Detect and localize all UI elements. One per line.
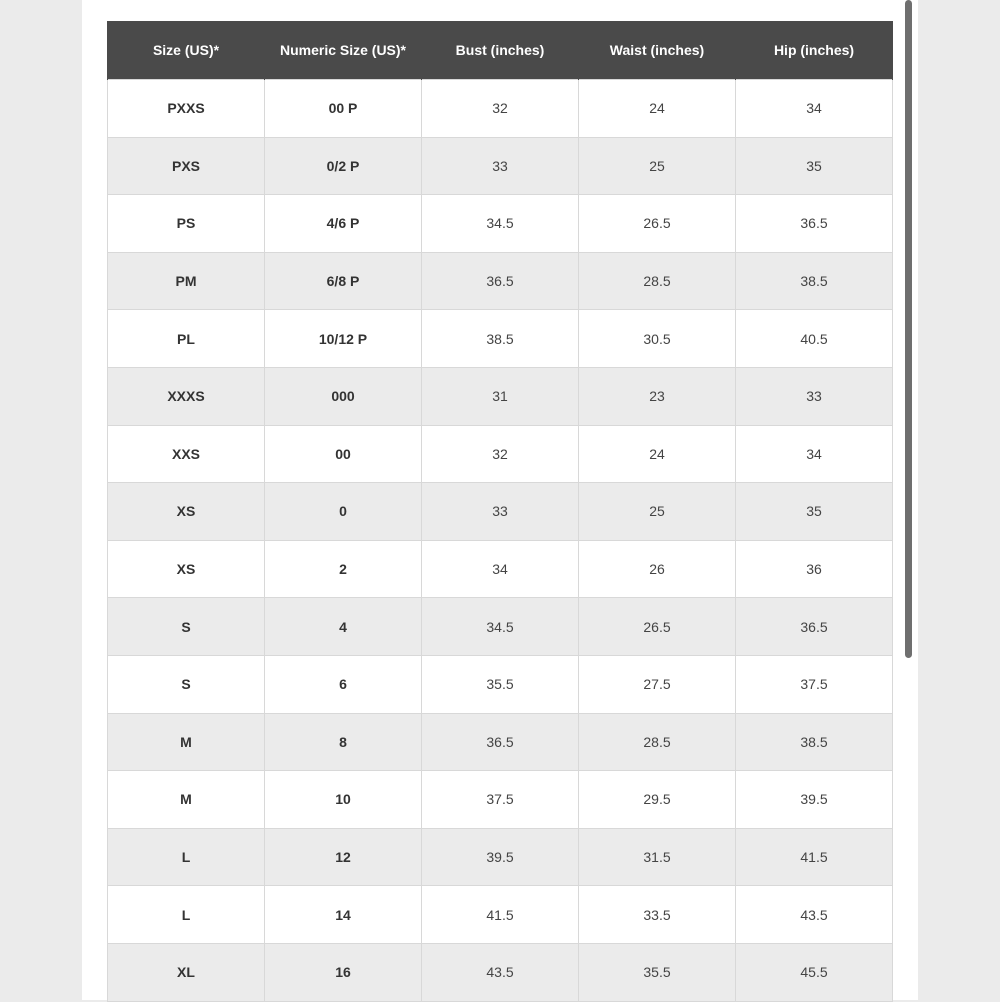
table-body (108, 80, 893, 1002)
hip-cell: 38.5 (736, 713, 893, 771)
bust-cell: 35.5 (422, 655, 579, 713)
size-cell: PXXS (108, 80, 265, 138)
bust-cell: 33 (422, 483, 579, 541)
bust-cell: 38.5 (422, 310, 579, 368)
table-row (108, 367, 893, 425)
hip-cell: 36.5 (736, 195, 893, 253)
bust-cell: 37.5 (422, 771, 579, 829)
waist-cell: 25 (579, 137, 736, 195)
hip-cell: 33 (736, 367, 893, 425)
bust-cell: 36.5 (422, 713, 579, 771)
hip-cell: 34 (736, 80, 893, 138)
bust-cell: 39.5 (422, 828, 579, 886)
numeric-size-cell: 0/2 P (265, 137, 422, 195)
size-cell: PS (108, 195, 265, 253)
size-cell: M (108, 713, 265, 771)
waist-cell: 33.5 (579, 886, 736, 944)
size-cell: S (108, 598, 265, 656)
size-cell: XS (108, 483, 265, 541)
bust-cell: 43.5 (422, 943, 579, 1001)
hip-cell: 39.5 (736, 771, 893, 829)
hip-cell: 37.5 (736, 655, 893, 713)
size-cell: PM (108, 252, 265, 310)
table-row (108, 540, 893, 598)
table-row (108, 425, 893, 483)
table-row (108, 195, 893, 253)
header-hip: Hip (inches) (736, 21, 893, 80)
hip-cell: 43.5 (736, 886, 893, 944)
size-cell: M (108, 771, 265, 829)
numeric-size-cell: 10 (265, 771, 422, 829)
table-row (108, 483, 893, 541)
numeric-size-cell: 8 (265, 713, 422, 771)
size-cell: XL (108, 943, 265, 1001)
table-row (108, 943, 893, 1001)
numeric-size-cell: 2 (265, 540, 422, 598)
waist-cell: 24 (579, 425, 736, 483)
size-cell: PL (108, 310, 265, 368)
waist-cell: 30.5 (579, 310, 736, 368)
numeric-size-cell: 6/8 P (265, 252, 422, 310)
table-row (108, 828, 893, 886)
table-row (108, 252, 893, 310)
header-waist: Waist (inches) (579, 21, 736, 80)
size-cell: XS (108, 540, 265, 598)
hip-cell: 35 (736, 483, 893, 541)
scrollbar-thumb[interactable] (905, 0, 912, 658)
bust-cell: 33 (422, 137, 579, 195)
hip-cell: 40.5 (736, 310, 893, 368)
table-row (108, 80, 893, 138)
size-cell: L (108, 886, 265, 944)
waist-cell: 26.5 (579, 195, 736, 253)
waist-cell: 25 (579, 483, 736, 541)
waist-cell: 28.5 (579, 252, 736, 310)
table-row (108, 655, 893, 713)
size-cell: S (108, 655, 265, 713)
numeric-size-cell: 10/12 P (265, 310, 422, 368)
numeric-size-cell: 000 (265, 367, 422, 425)
hip-cell: 36 (736, 540, 893, 598)
hip-cell: 45.5 (736, 943, 893, 1001)
numeric-size-cell: 14 (265, 886, 422, 944)
bust-cell: 36.5 (422, 252, 579, 310)
header-bust: Bust (inches) (422, 21, 579, 80)
header-size-us: Size (US)* (108, 21, 265, 80)
numeric-size-cell: 00 (265, 425, 422, 483)
table-header (108, 21, 893, 80)
bust-cell: 41.5 (422, 886, 579, 944)
waist-cell: 28.5 (579, 713, 736, 771)
waist-cell: 31.5 (579, 828, 736, 886)
numeric-size-cell: 12 (265, 828, 422, 886)
table-row (108, 598, 893, 656)
hip-cell: 38.5 (736, 252, 893, 310)
bust-cell: 34.5 (422, 598, 579, 656)
numeric-size-cell: 6 (265, 655, 422, 713)
waist-cell: 29.5 (579, 771, 736, 829)
waist-cell: 23 (579, 367, 736, 425)
numeric-size-cell: 00 P (265, 80, 422, 138)
size-cell: PXS (108, 137, 265, 195)
bust-cell: 34 (422, 540, 579, 598)
numeric-size-cell: 4 (265, 598, 422, 656)
waist-cell: 26 (579, 540, 736, 598)
bust-cell: 31 (422, 367, 579, 425)
hip-cell: 35 (736, 137, 893, 195)
size-cell: XXS (108, 425, 265, 483)
waist-cell: 27.5 (579, 655, 736, 713)
table-row (108, 310, 893, 368)
table-row (108, 886, 893, 944)
numeric-size-cell: 0 (265, 483, 422, 541)
hip-cell: 34 (736, 425, 893, 483)
waist-cell: 26.5 (579, 598, 736, 656)
size-cell: L (108, 828, 265, 886)
bust-cell: 34.5 (422, 195, 579, 253)
bust-cell: 32 (422, 425, 579, 483)
hip-cell: 36.5 (736, 598, 893, 656)
header-row (108, 21, 893, 80)
numeric-size-cell: 16 (265, 943, 422, 1001)
size-chart-table (107, 21, 893, 1002)
hip-cell: 41.5 (736, 828, 893, 886)
bust-cell: 32 (422, 80, 579, 138)
table-row (108, 137, 893, 195)
table-row (108, 771, 893, 829)
numeric-size-cell: 4/6 P (265, 195, 422, 253)
waist-cell: 35.5 (579, 943, 736, 1001)
waist-cell: 24 (579, 80, 736, 138)
size-cell: XXXS (108, 367, 265, 425)
header-numeric-size: Numeric Size (US)* (265, 21, 422, 80)
table-row (108, 713, 893, 771)
